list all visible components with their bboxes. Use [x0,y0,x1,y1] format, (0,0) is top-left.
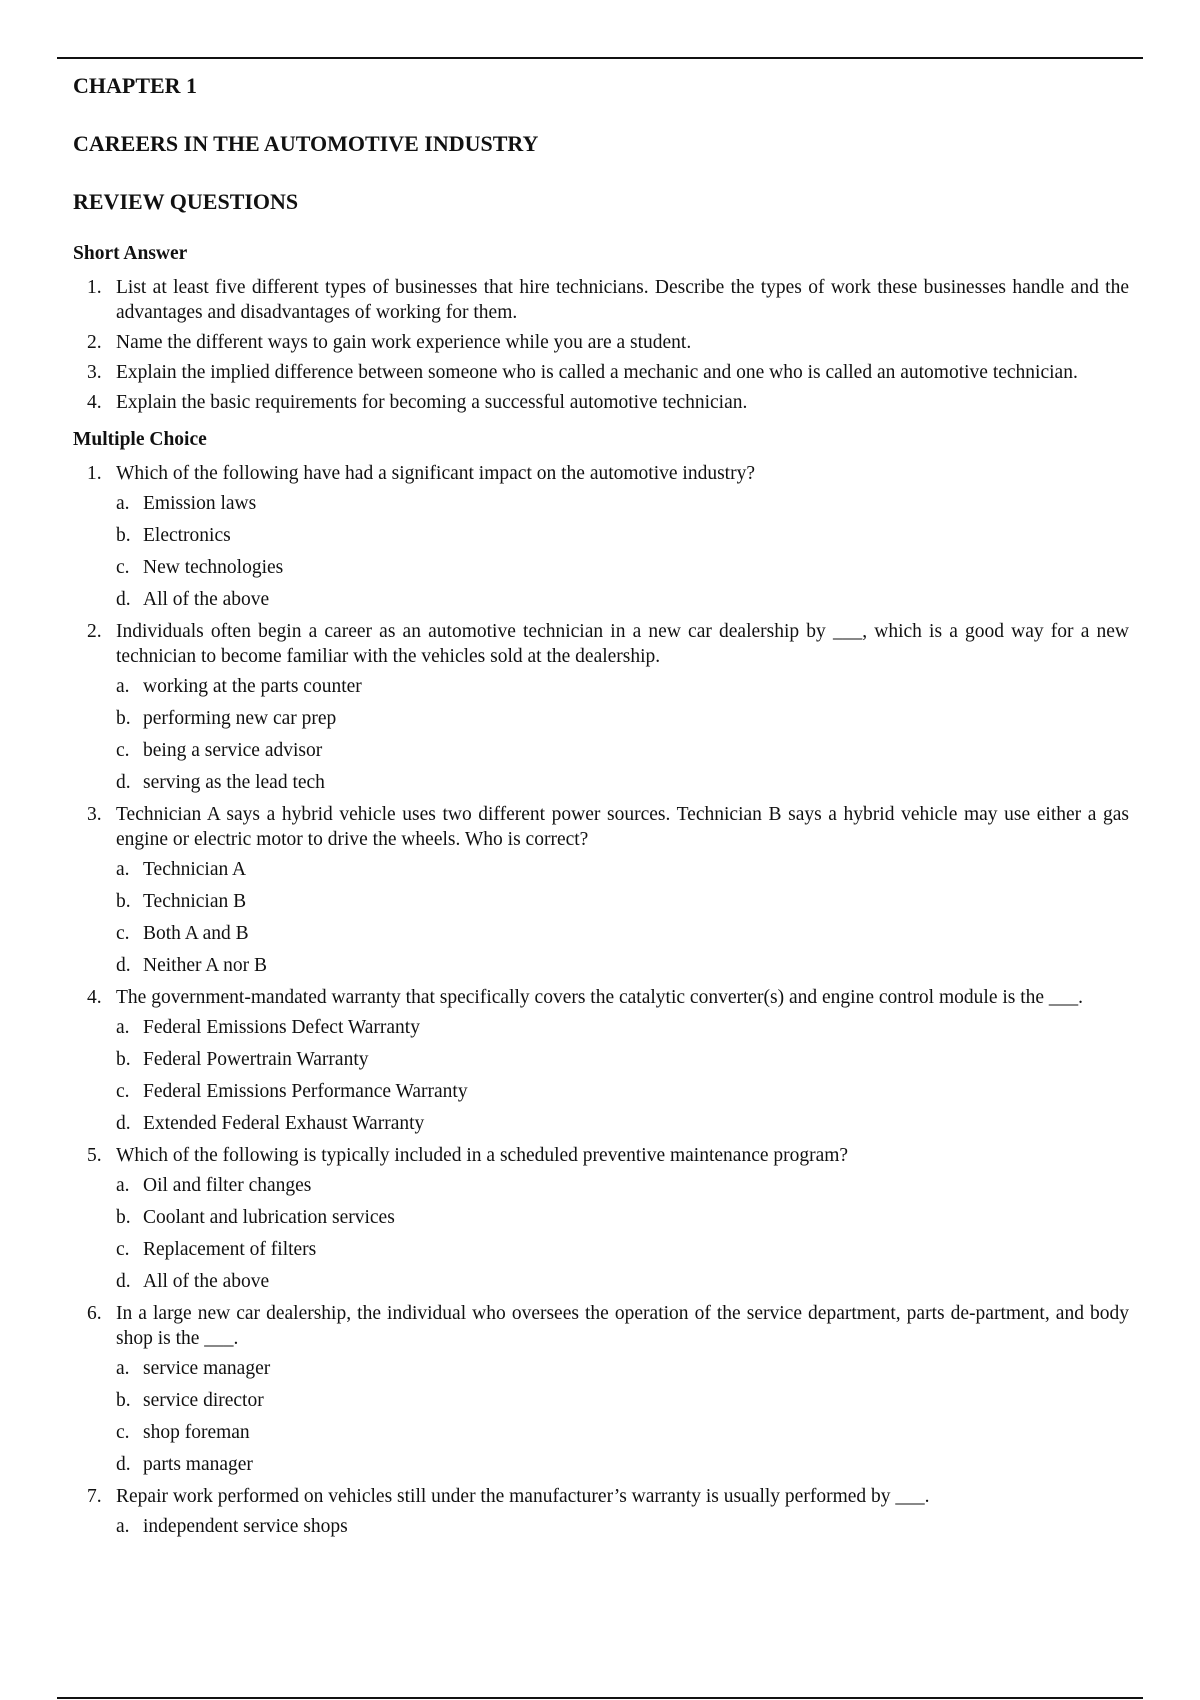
question-number: 5. [87,1145,102,1166]
option-text: All of the above [143,589,270,610]
answer-options [116,857,1129,978]
question-number: 1. [87,463,102,484]
question-text: Which of the following have had a significant impact on the automotive industry? [116,463,755,484]
answer-option [116,1269,1129,1294]
answer-option [116,587,1129,612]
chapter-heading: CHAPTER 1 [73,73,198,98]
option-text: independent service shops [143,1516,348,1537]
option-letter: b. [116,708,131,729]
option-letter: d. [116,1271,131,1292]
multiple-choice-question [73,1301,1129,1477]
question-text: Technician A says a hybrid vehicle uses two different power sources. Technician B says a hybrid vehicle may use either a gas engine or electric motor to drive the wheels. Who is correct? [116,804,1129,850]
option-text: Coolant and lubrication services [143,1207,395,1228]
option-text: Federal Powertrain Warranty [143,1049,369,1070]
short-answer-heading: Short Answer [73,243,188,264]
question-number: 4. [87,392,102,413]
question-text: List at least five different types of businesses that hire technicians. Describe the types of work these businesses handle and the advantages and disadvantages of working for them. [116,277,1129,323]
option-letter: a. [116,1017,130,1038]
option-text: Federal Emissions Defect Warranty [143,1017,420,1038]
question-text: Repair work performed on vehicles still under the manufacturer’s warranty is usually performed by ___. [116,1486,930,1507]
answer-option [116,1237,1129,1262]
option-letter: d. [116,1454,131,1475]
answer-option [116,523,1129,548]
option-letter: a. [116,1516,130,1537]
multiple-choice-question [73,461,1129,612]
option-text: Oil and filter changes [143,1175,312,1196]
answer-options [116,674,1129,795]
option-letter: c. [116,740,130,761]
answer-option [116,555,1129,580]
answer-option [116,1015,1129,1040]
question-text: The government-mandated warranty that specifically covers the catalytic converter(s) and engine control module is the ___. [116,987,1084,1008]
question-number: 3. [87,804,102,825]
question-number: 2. [87,332,102,353]
multiple-choice-heading: Multiple Choice [73,429,207,450]
question-text: In a large new car dealership, the individual who oversees the operation of the service department, parts de-partment, and body shop is the ___. [116,1303,1129,1349]
option-text: working at the parts counter [143,676,362,697]
option-text: parts manager [143,1454,253,1475]
option-letter: c. [116,923,130,944]
answer-option [116,857,1129,882]
option-letter: a. [116,859,130,880]
multiple-choice-question [73,985,1129,1136]
answer-option [116,674,1129,699]
option-text: Technician B [143,891,247,912]
option-letter: d. [116,1113,131,1134]
question-number: 3. [87,362,102,383]
answer-option [116,706,1129,731]
option-letter: b. [116,525,131,546]
answer-option [116,1452,1129,1477]
option-text: Both A and B [143,923,249,944]
question-text: Which of the following is typically included in a scheduled preventive maintenance program? [116,1145,849,1166]
option-letter: a. [116,676,130,697]
short-answer-question [73,390,1129,415]
document-page [73,68,1129,1546]
question-text: Explain the basic requirements for becoming a successful automotive technician. [116,392,748,413]
option-text: All of the above [143,1271,270,1292]
answer-options [116,1015,1129,1136]
option-letter: c. [116,1422,130,1443]
option-letter: b. [116,1049,131,1070]
answer-option [116,1420,1129,1445]
section-heading: REVIEW QUESTIONS [73,189,299,214]
question-text: Explain the implied difference between someone who is called a mechanic and one who is called an automotive technician. [116,362,1078,383]
multiple-choice-question [73,1143,1129,1294]
option-text: performing new car prep [143,708,337,729]
answer-options [116,1356,1129,1477]
option-letter: d. [116,589,131,610]
answer-option [116,738,1129,763]
answer-option [116,1205,1129,1230]
option-text: serving as the lead tech [143,772,325,793]
chapter-title: CAREERS IN THE AUTOMOTIVE INDUSTRY [73,131,539,156]
option-letter: b. [116,1207,131,1228]
option-letter: d. [116,772,131,793]
option-text: Replacement of filters [143,1239,317,1260]
option-text: Technician A [143,859,247,880]
option-letter: b. [116,1390,131,1411]
answer-option [116,1111,1129,1136]
option-text: Electronics [143,525,231,546]
answer-options [116,1173,1129,1294]
question-number: 4. [87,987,102,1008]
multiple-choice-question [73,619,1129,795]
option-text: Federal Emissions Performance Warranty [143,1081,468,1102]
question-number: 1. [87,277,102,298]
top-rule [57,57,1143,59]
multiple-choice-list [73,461,1129,1539]
option-letter: c. [116,1239,130,1260]
option-letter: b. [116,891,131,912]
option-letter: a. [116,1358,130,1379]
option-letter: c. [116,557,130,578]
answer-option [116,921,1129,946]
answer-option [116,1173,1129,1198]
answer-options [116,1514,1129,1539]
option-letter: a. [116,1175,130,1196]
option-letter: a. [116,493,130,514]
option-letter: d. [116,955,131,976]
short-answer-list [73,275,1129,415]
answer-option [116,1079,1129,1104]
option-text: Neither A nor B [143,955,268,976]
answer-option [116,953,1129,978]
multiple-choice-question [73,1484,1129,1539]
option-text: Extended Federal Exhaust Warranty [143,1113,425,1134]
answer-option [116,770,1129,795]
question-text: Name the different ways to gain work experience while you are a student. [116,332,692,353]
answer-option [116,1356,1129,1381]
question-number: 2. [87,621,102,642]
option-text: Emission laws [143,493,257,514]
short-answer-question [73,360,1129,385]
question-text: Individuals often begin a career as an automotive technician in a new car dealership by ___, which is a good way for a new technician to become familiar with the vehicles sold at the dealership. [116,621,1129,667]
option-letter: c. [116,1081,130,1102]
answer-option [116,1388,1129,1413]
option-text: service manager [143,1358,271,1379]
answer-options [116,491,1129,612]
multiple-choice-question [73,802,1129,978]
short-answer-question [73,330,1129,355]
question-number: 6. [87,1303,102,1324]
answer-option [116,1514,1129,1539]
question-number: 7. [87,1486,102,1507]
answer-option [116,491,1129,516]
option-text: New technologies [143,557,284,578]
option-text: service director [143,1390,264,1411]
option-text: being a service advisor [143,740,323,761]
answer-option [116,1047,1129,1072]
answer-option [116,889,1129,914]
bottom-rule [57,1697,1143,1699]
option-text: shop foreman [143,1422,250,1443]
short-answer-question [73,275,1129,325]
